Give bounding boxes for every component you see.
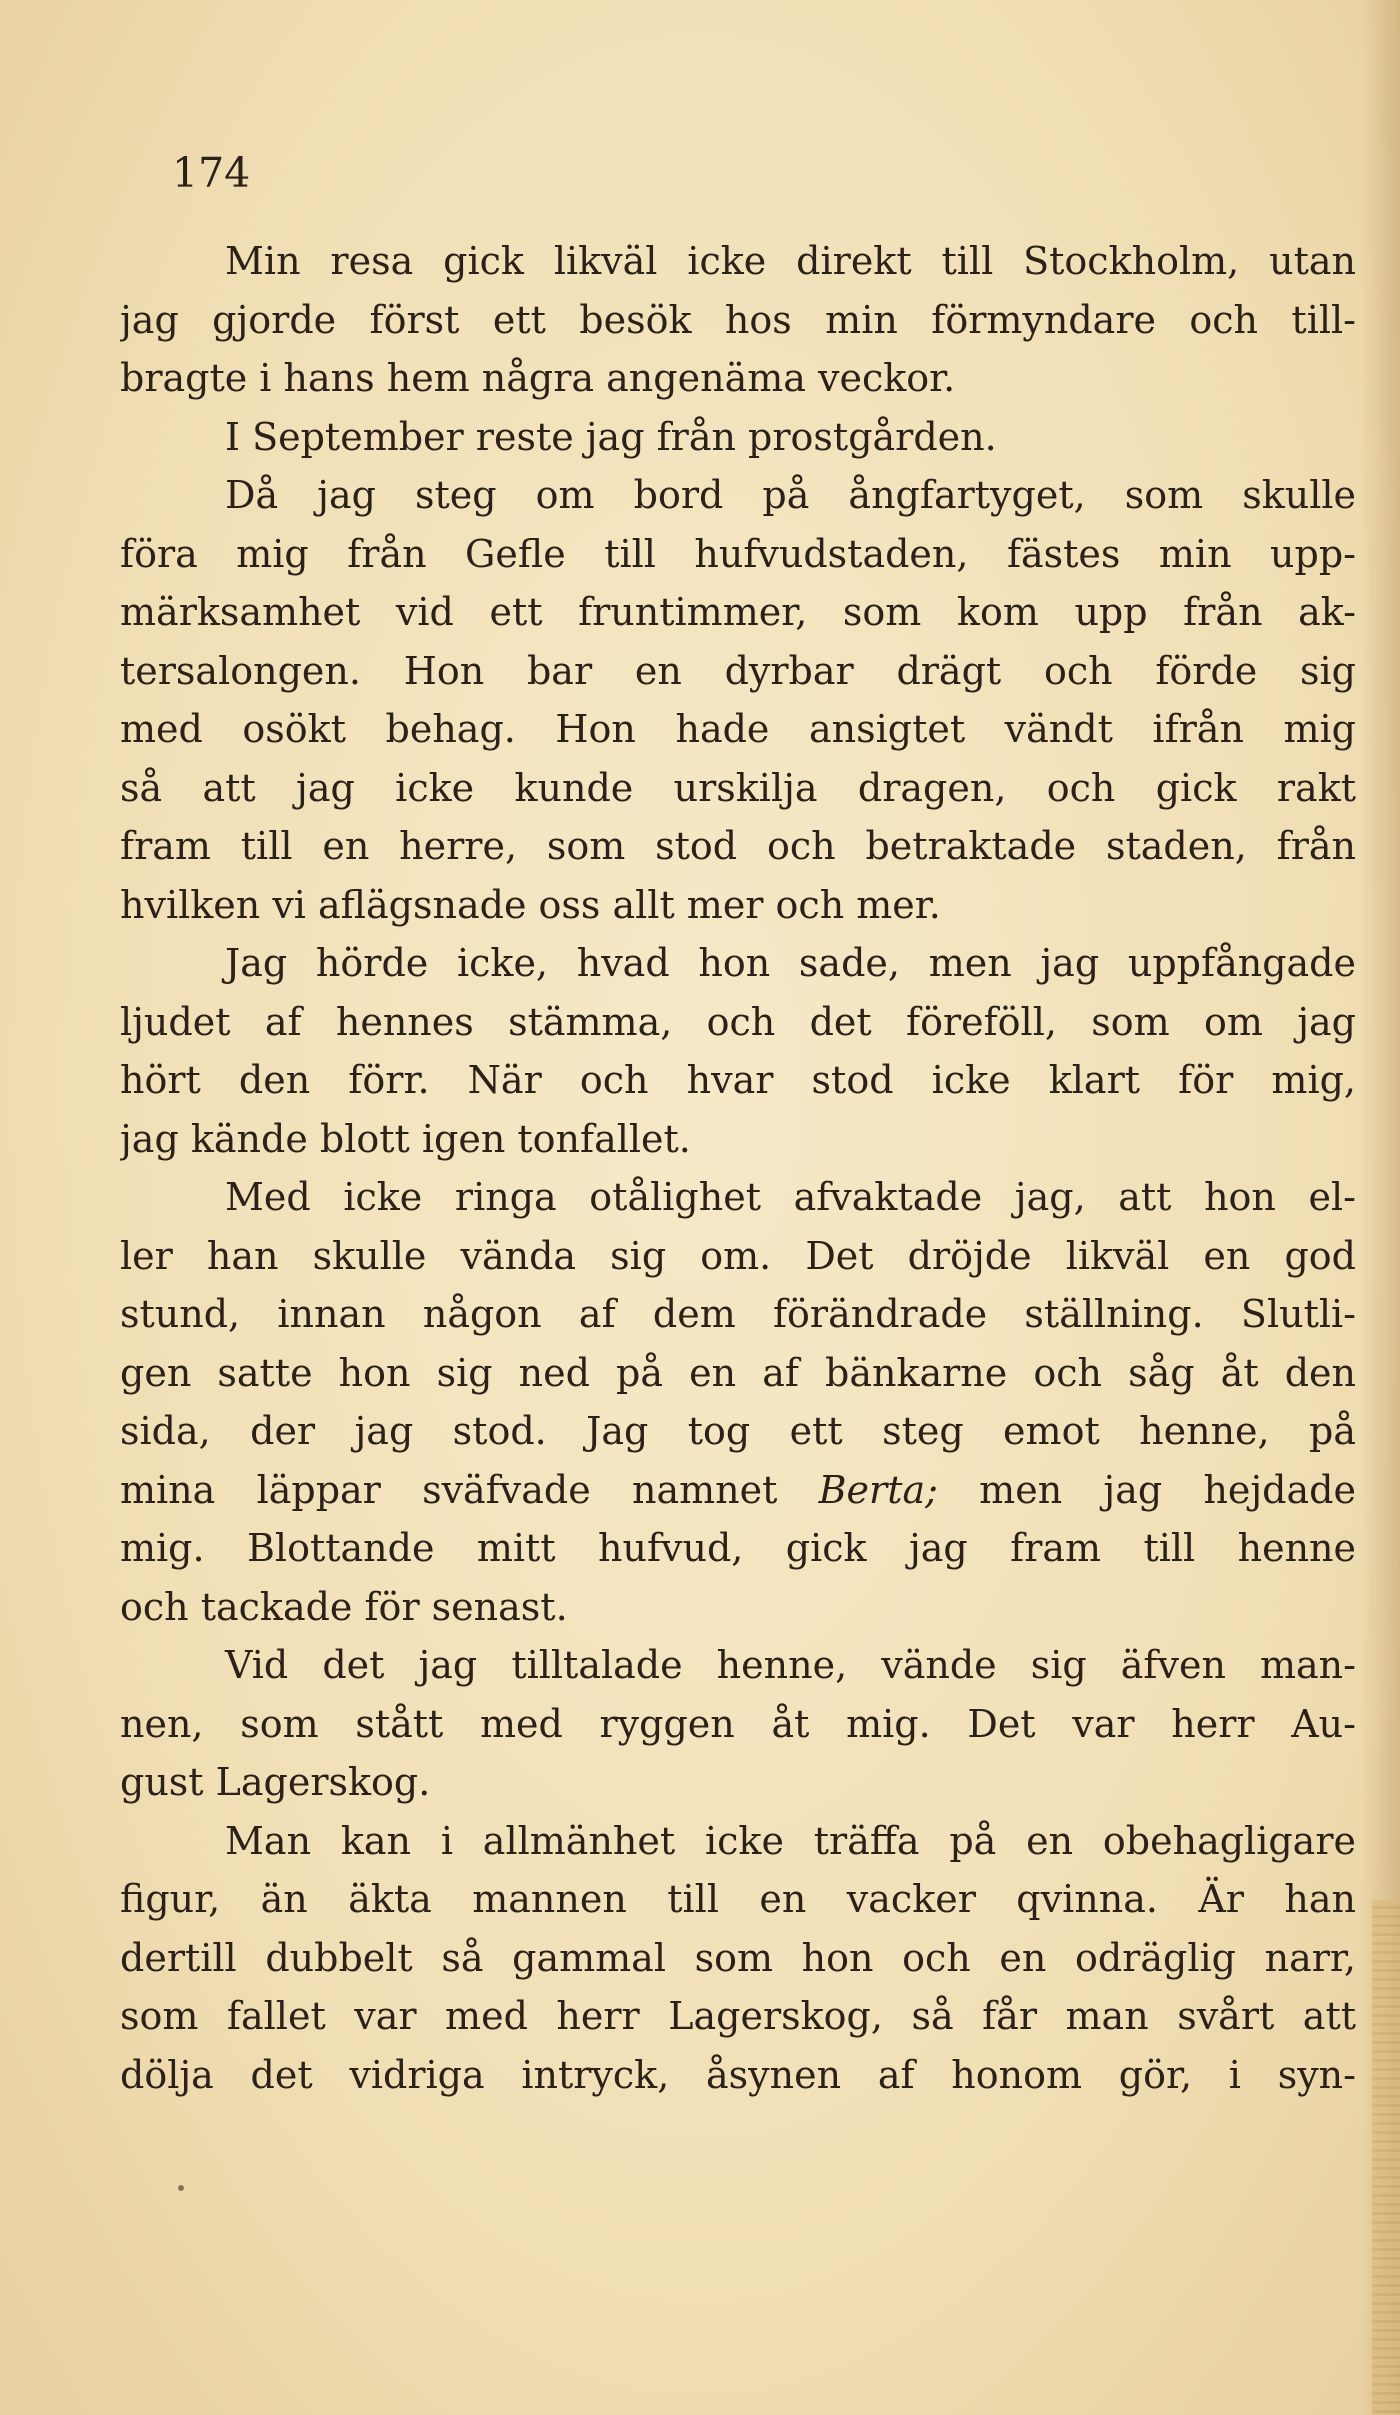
paragraph-6 — [120, 1636, 1356, 1812]
text-line: dertill dubbelt så gammal som hon och en odräglig narr, — [120, 1935, 1356, 1980]
text-line: mig. Blottande mitt hufvud, gick jag fram till henne — [120, 1526, 1356, 1570]
text-line: så att jag icke kunde urskilja dragen, och gick rakt — [120, 765, 1356, 810]
text-line: I September reste jag från prostgården. — [225, 414, 997, 459]
text-line: hvilken vi aflägsnade oss allt mer och mer. — [120, 882, 941, 927]
text-line: dölja det vidriga intryck, åsynen af honom gör, i syn- — [120, 2052, 1356, 2097]
italic-name: Berta; — [818, 1467, 938, 1512]
page-edge-texture — [1372, 1900, 1400, 2415]
text-line: figur, än äkta mannen till en vacker qvinna. Är han — [120, 1877, 1356, 1921]
text-line: Då jag steg om bord på ångfartyget, som skulle — [225, 473, 1356, 517]
body-text — [120, 232, 1356, 2104]
paragraph-2 — [120, 408, 1356, 467]
text-line: bragte i hans hem några angenäma veckor. — [120, 356, 956, 400]
text-line: ljudet af hennes stämma, och det föreföll, som om jag — [120, 999, 1356, 1044]
text-line: stund, innan någon af dem förändrade ställning. Slutli- — [120, 1292, 1356, 1336]
paragraph-4 — [120, 934, 1356, 1168]
text-line: ler han skulle vända sig om. Det dröjde likväl en god — [120, 1233, 1356, 1278]
text-line: fram till en herre, som stod och betraktade staden, från — [120, 824, 1356, 868]
text-line: Med icke ringa otålighet afvaktade jag, att hon el- — [225, 1175, 1356, 1219]
page-number: 174 — [172, 149, 251, 197]
text-line: hört den förr. När och hvar stod icke klart för mig, — [120, 1058, 1356, 1102]
text-line: och tackade för senast. — [120, 1584, 568, 1629]
paragraph-7 — [120, 1812, 1356, 2105]
paper-speck — [178, 2185, 184, 2191]
text-line: Jag hörde icke, hvad hon sade, men jag uppfångade — [225, 941, 1356, 985]
text-line: tersalongen. Hon bar en dyrbar drägt och förde sig — [120, 648, 1356, 693]
text-line: Man kan i allmänhet icke träffa på en obehagligare — [225, 1818, 1356, 1863]
text-line: Min resa gick likväl icke direkt till Stockholm, utan — [225, 239, 1356, 283]
text-line: med osökt behag. Hon hade ansigtet vändt ifrån mig — [120, 707, 1356, 751]
paragraph-3 — [120, 466, 1356, 934]
paragraph-1 — [120, 232, 1356, 408]
text-fragment: men jag hejdade — [937, 1467, 1356, 1512]
text-line: gen satte hon sig ned på en af bänkarne och såg åt den — [120, 1350, 1356, 1395]
text-line: Vid det jag tilltalade henne, vände sig äfven man- — [225, 1643, 1356, 1687]
text-line: jag gjorde först ett besök hos min förmyndare och till- — [120, 297, 1356, 342]
text-line: jag kände blott igen tonfallet. — [120, 1116, 691, 1161]
text-line: föra mig från Gefle till hufvudstaden, fästes min upp- — [120, 531, 1356, 576]
text-line: som fallet var med herr Lagerskog, så får man svårt att — [120, 1994, 1356, 2038]
text-line-with-name — [120, 1461, 1356, 1520]
text-line: sida, der jag stod. Jag tog ett steg emot henne, på — [120, 1409, 1356, 1453]
text-line: nen, som stått med ryggen åt mig. Det var herr Au- — [120, 1701, 1356, 1746]
text-fragment: mina läppar sväfvade namnet — [120, 1467, 778, 1512]
text-line: märksamhet vid ett fruntimmer, som kom upp från ak- — [120, 590, 1356, 634]
paragraph-5 — [120, 1168, 1356, 1636]
text-line: gust Lagerskog. — [120, 1760, 431, 1804]
